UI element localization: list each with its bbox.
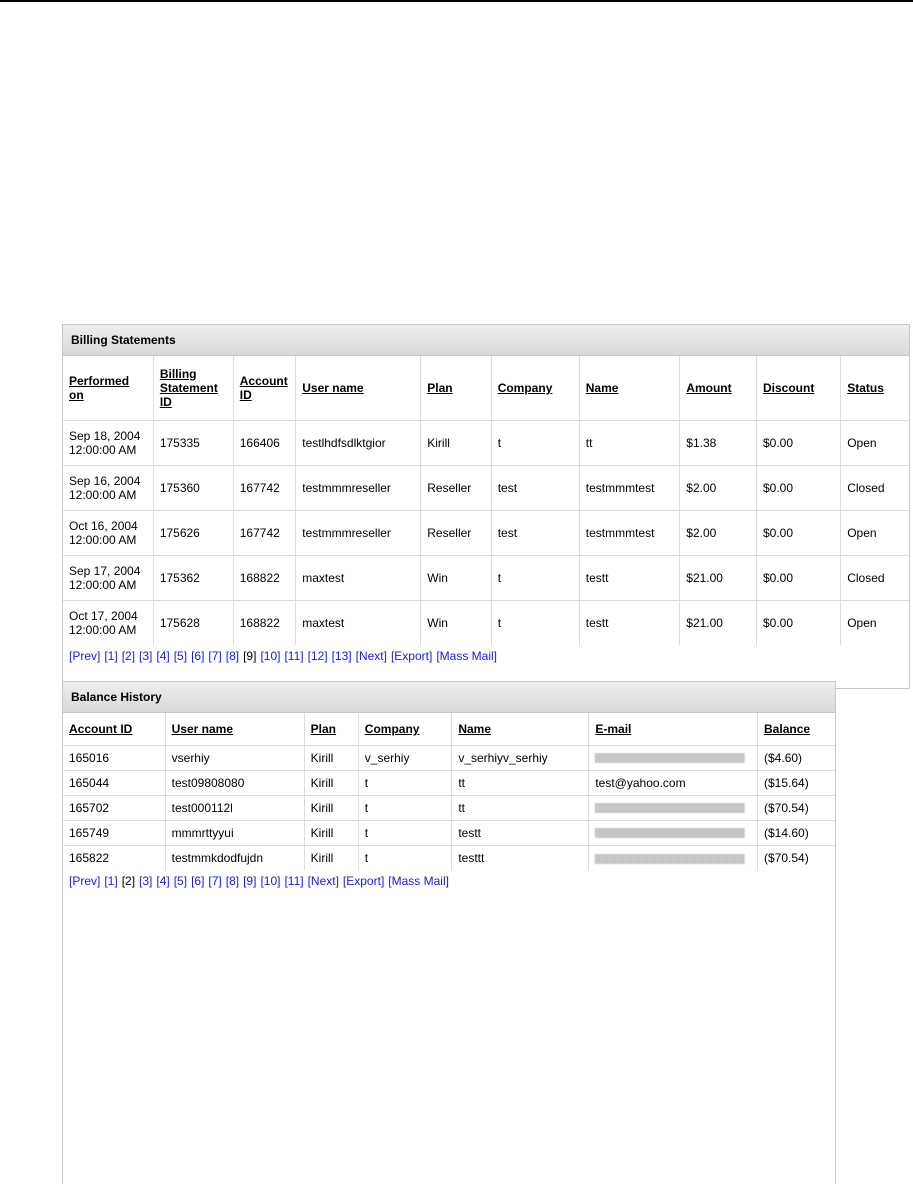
column-header-name[interactable]: Name xyxy=(579,356,680,420)
pager-2: [2] xyxy=(121,874,136,888)
cell-company: t xyxy=(491,420,579,465)
column-header-plan[interactable]: Plan xyxy=(304,713,358,745)
cell-name: testt xyxy=(452,820,589,845)
redacted-email xyxy=(595,854,745,864)
cell-plan: Reseller xyxy=(421,465,491,510)
cell-discount: $0.00 xyxy=(757,600,841,645)
cell-discount: $0.00 xyxy=(757,465,841,510)
billing-statements-table xyxy=(63,356,909,645)
cell-name: testt xyxy=(579,600,680,645)
billing-statements-panel xyxy=(62,324,910,689)
balance-history-title: Balance History xyxy=(63,682,835,713)
performed-on-time: 12:00:00 AM xyxy=(69,442,137,457)
cell-email xyxy=(589,745,758,770)
column-header-name[interactable]: Name xyxy=(452,713,589,745)
cell-user: test09808080 xyxy=(165,770,304,795)
cell-amount: $21.00 xyxy=(680,600,757,645)
cell-performed-on xyxy=(63,600,153,645)
balance-table-row xyxy=(63,770,835,795)
cell-user: test000112l xyxy=(165,795,304,820)
cell-user: testmmkdodfujdn xyxy=(165,845,304,870)
balance-table-row xyxy=(63,845,835,870)
cell-account-id: 168822 xyxy=(233,555,295,600)
column-header-discount[interactable]: Discount xyxy=(757,356,841,420)
column-header-amount[interactable]: Amount xyxy=(680,356,757,420)
redacted-email xyxy=(595,753,745,763)
billing-header-row xyxy=(63,356,909,420)
cell-company: t xyxy=(358,795,452,820)
cell-company: v_serhiy xyxy=(358,745,452,770)
cell-email xyxy=(589,770,758,795)
cell-name: tt xyxy=(579,420,680,465)
cell-name: testt xyxy=(579,555,680,600)
billing-table-row xyxy=(63,600,909,645)
pager-4[interactable]: [4] xyxy=(156,874,170,888)
redacted-email xyxy=(595,828,745,838)
column-header-balance[interactable]: Balance xyxy=(758,713,835,745)
billing-table-row xyxy=(63,420,909,465)
cell-balance: ($70.54) xyxy=(758,845,835,870)
pager-9: [9] xyxy=(243,649,257,663)
pager-mass-mail[interactable]: [Mass Mail] xyxy=(388,874,449,888)
cell-company: t xyxy=(358,820,452,845)
cell-plan: Kirill xyxy=(421,420,491,465)
balance-table-row xyxy=(63,745,835,770)
pager-1[interactable]: [1] xyxy=(104,874,118,888)
balance-header-row xyxy=(63,713,835,745)
pager-7[interactable]: [7] xyxy=(208,649,222,663)
performed-on-time: 12:00:00 AM xyxy=(69,487,137,502)
column-header-account-id[interactable]: Account ID xyxy=(63,713,165,745)
cell-user: testlhdfsdlktgior xyxy=(296,420,421,465)
top-border xyxy=(0,0,913,2)
cell-account-id: 166406 xyxy=(233,420,295,465)
pager-4[interactable]: [4] xyxy=(156,649,170,663)
cell-amount: $2.00 xyxy=(680,465,757,510)
cell-name: v_serhiyv_serhiy xyxy=(452,745,589,770)
cell-discount: $0.00 xyxy=(757,420,841,465)
cell-company: t xyxy=(358,845,452,870)
billing-statements-title: Billing Statements xyxy=(63,325,909,356)
cell-balance: ($15.64) xyxy=(758,770,835,795)
cell-amount: $1.38 xyxy=(680,420,757,465)
balance-pagination xyxy=(63,870,835,892)
column-header-billing-statement-id[interactable]: Billing Statement ID xyxy=(153,356,233,420)
pager-11[interactable]: [11] xyxy=(284,874,304,888)
cell-account-id: 165016 xyxy=(63,745,165,770)
pager-2[interactable]: [2] xyxy=(121,649,136,663)
column-header-account-id[interactable]: Account ID xyxy=(233,356,295,420)
redacted-email xyxy=(595,803,745,813)
cell-account-id: 165702 xyxy=(63,795,165,820)
balance-history-panel xyxy=(62,681,836,1184)
pager-9[interactable]: [9] xyxy=(243,874,257,888)
cell-account-id: 167742 xyxy=(233,510,295,555)
performed-on-time: 12:00:00 AM xyxy=(69,577,137,592)
cell-status: Open xyxy=(841,600,909,645)
cell-performed-on xyxy=(63,420,153,465)
cell-account-id: 167742 xyxy=(233,465,295,510)
cell-email xyxy=(589,820,758,845)
cell-company: test xyxy=(491,510,579,555)
performed-on-date: Sep 18, 2004 xyxy=(69,428,141,443)
cell-balance: ($4.60) xyxy=(758,745,835,770)
cell-plan: Kirill xyxy=(304,745,358,770)
cell-amount: $21.00 xyxy=(680,555,757,600)
performed-on-date: Oct 17, 2004 xyxy=(69,608,138,623)
balance-history-table xyxy=(63,713,835,870)
pager-5[interactable]: [5] xyxy=(173,874,188,888)
cell-performed-on xyxy=(63,510,153,555)
pager-6[interactable]: [6] xyxy=(191,874,205,888)
cell-user: vserhiy xyxy=(165,745,304,770)
cell-name: testmmmtest xyxy=(579,510,680,555)
column-header-company[interactable]: Company xyxy=(358,713,452,745)
pager-7[interactable]: [7] xyxy=(208,874,222,888)
cell-email xyxy=(589,845,758,870)
performed-on-date: Sep 17, 2004 xyxy=(69,563,141,578)
pager-6[interactable]: [6] xyxy=(191,649,205,663)
cell-balance: ($14.60) xyxy=(758,820,835,845)
pager-10[interactable]: [10] xyxy=(260,874,281,888)
pager-mass-mail[interactable]: [Mass Mail] xyxy=(436,649,497,663)
cell-user: testmmmreseller xyxy=(296,510,421,555)
performed-on-date: Oct 16, 2004 xyxy=(69,518,138,533)
billing-table-row xyxy=(63,555,909,600)
cell-plan: Win xyxy=(421,555,491,600)
cell-statement-id: 175626 xyxy=(153,510,233,555)
column-header-user-name[interactable]: User name xyxy=(296,356,421,420)
pager-13[interactable]: [13] xyxy=(331,649,352,663)
cell-user: mmmrttyyui xyxy=(165,820,304,845)
billing-pagination xyxy=(63,645,909,667)
pager-3[interactable]: [3] xyxy=(139,874,153,888)
pager-5[interactable]: [5] xyxy=(173,649,188,663)
performed-on-time: 12:00:00 AM xyxy=(69,622,137,637)
cell-account-id: 168822 xyxy=(233,600,295,645)
pager-12[interactable]: [12] xyxy=(307,649,328,663)
pager-10[interactable]: [10] xyxy=(260,649,281,663)
balance-table-row xyxy=(63,795,835,820)
cell-status: Open xyxy=(841,510,909,555)
cell-performed-on xyxy=(63,555,153,600)
billing-table-row xyxy=(63,465,909,510)
pager-export[interactable]: [Export] xyxy=(390,649,433,663)
cell-plan: Kirill xyxy=(304,820,358,845)
cell-statement-id: 175362 xyxy=(153,555,233,600)
cell-account-id: 165822 xyxy=(63,845,165,870)
cell-name: tt xyxy=(452,795,589,820)
cell-email xyxy=(589,795,758,820)
cell-amount: $2.00 xyxy=(680,510,757,555)
cell-plan: Win xyxy=(421,600,491,645)
cell-balance: ($70.54) xyxy=(758,795,835,820)
cell-status: Closed xyxy=(841,465,909,510)
balance-table-row xyxy=(63,820,835,845)
cell-discount: $0.00 xyxy=(757,510,841,555)
cell-status: Closed xyxy=(841,555,909,600)
cell-performed-on xyxy=(63,465,153,510)
cell-name: testtt xyxy=(452,845,589,870)
performed-on-time: 12:00:00 AM xyxy=(69,532,137,547)
cell-statement-id: 175335 xyxy=(153,420,233,465)
email-text: test@yahoo.com xyxy=(595,775,686,790)
cell-name: tt xyxy=(452,770,589,795)
pager-8[interactable]: [8] xyxy=(225,874,240,888)
cell-company: t xyxy=(491,600,579,645)
cell-statement-id: 175628 xyxy=(153,600,233,645)
cell-statement-id: 175360 xyxy=(153,465,233,510)
pager-prev[interactable]: [Prev] xyxy=(69,649,101,663)
pager-prev[interactable]: [Prev] xyxy=(69,874,101,888)
pager-1[interactable]: [1] xyxy=(104,649,118,663)
cell-account-id: 165044 xyxy=(63,770,165,795)
pager-3[interactable]: [3] xyxy=(139,649,153,663)
cell-user: maxtest xyxy=(296,600,421,645)
cell-plan: Kirill xyxy=(304,770,358,795)
column-header-company[interactable]: Company xyxy=(491,356,579,420)
cell-account-id: 165749 xyxy=(63,820,165,845)
cell-plan: Kirill xyxy=(304,845,358,870)
pager-11[interactable]: [11] xyxy=(284,649,304,663)
column-header-e-mail[interactable]: E-mail xyxy=(589,713,758,745)
pager-export[interactable]: [Export] xyxy=(342,874,385,888)
cell-plan: Reseller xyxy=(421,510,491,555)
billing-table-row xyxy=(63,510,909,555)
cell-user: maxtest xyxy=(296,555,421,600)
cell-user: testmmmreseller xyxy=(296,465,421,510)
cell-company: t xyxy=(358,770,452,795)
pager-next[interactable]: [Next] xyxy=(355,649,387,663)
pager-8[interactable]: [8] xyxy=(225,649,240,663)
performed-on-date: Sep 16, 2004 xyxy=(69,473,141,488)
cell-plan: Kirill xyxy=(304,795,358,820)
cell-discount: $0.00 xyxy=(757,555,841,600)
column-header-plan[interactable]: Plan xyxy=(421,356,491,420)
cell-company: t xyxy=(491,555,579,600)
cell-company: test xyxy=(491,465,579,510)
column-header-performed-on[interactable]: Performed on xyxy=(63,356,153,420)
pager-next[interactable]: [Next] xyxy=(307,874,339,888)
column-header-status[interactable]: Status xyxy=(841,356,909,420)
column-header-user-name[interactable]: User name xyxy=(165,713,304,745)
cell-status: Open xyxy=(841,420,909,465)
cell-name: testmmmtest xyxy=(579,465,680,510)
